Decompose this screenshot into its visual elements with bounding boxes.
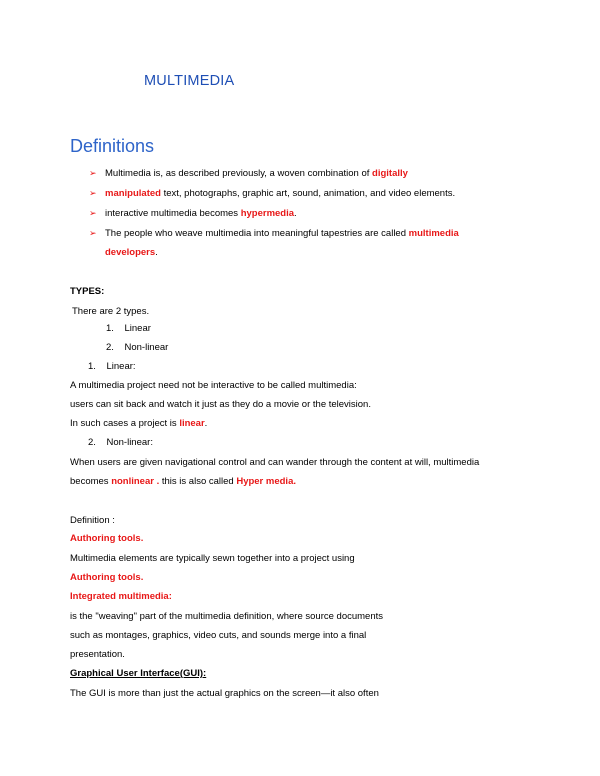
nonlinear-heading: 2. Non-linear:	[88, 437, 153, 448]
integrated-line: presentation.	[70, 649, 125, 660]
authoring-text: Multimedia elements are typically sewn together into a project using	[70, 553, 355, 564]
definitions-heading: Definitions	[70, 136, 155, 156]
integrated-line: such as montages, graphics, video cuts, and sounds merge into a final	[70, 630, 367, 641]
nonlinear-line: When users are given navigational control and can wander through the content at will, multimedia	[70, 457, 480, 468]
types-heading: TYPES:	[70, 286, 105, 297]
gui-text: The GUI is more than just the actual graphics on the screen—it also often	[70, 688, 379, 699]
linear-case-line: In such cases a project is linear.	[70, 418, 208, 429]
types-list-item: 2. Non-linear	[106, 342, 169, 353]
gui-heading: Graphical User Interface(GUI):	[70, 668, 207, 679]
linear-line: A multimedia project need not be interactive to be called multimedia:	[70, 380, 357, 391]
integrated-line: is the "weaving" part of the multimedia definition, where source documents	[70, 611, 384, 622]
arrow-bullet-icon: ➢	[89, 228, 97, 238]
bullet-item: ➢ The people who weave multimedia into meaningful tapestries are called multimedia	[89, 228, 459, 239]
bullet-item: ➢ interactive multimedia becomes hypermedia.	[89, 208, 297, 219]
arrow-bullet-icon: ➢	[89, 188, 97, 198]
authoring-label: Authoring tools.	[70, 533, 144, 544]
arrow-bullet-icon: ➢	[89, 208, 97, 218]
arrow-bullet-icon: ➢	[89, 168, 97, 178]
linear-line: users can sit back and watch it just as they do a movie or the television.	[70, 399, 371, 410]
types-list-item: 1. Linear	[106, 323, 151, 334]
bullet-item: ➢ manipulated text, photographs, graphic art, sound, animation, and video elements.	[89, 188, 456, 199]
integrated-label: Integrated multimedia:	[70, 591, 172, 602]
bullet-item: ➢ Multimedia is, as described previously, a woven combination of digitally	[89, 168, 408, 179]
types-intro: There are 2 types.	[72, 306, 150, 317]
bullet-continuation: developers.	[105, 247, 158, 258]
definition-label: Definition :	[70, 515, 115, 526]
nonlinear-line: becomes nonlinear . this is also called Hyper media.	[70, 476, 296, 487]
page-title: MULTIMEDIA	[144, 73, 235, 89]
linear-heading: 1. Linear:	[88, 361, 136, 372]
authoring-label: Authoring tools.	[70, 572, 144, 583]
